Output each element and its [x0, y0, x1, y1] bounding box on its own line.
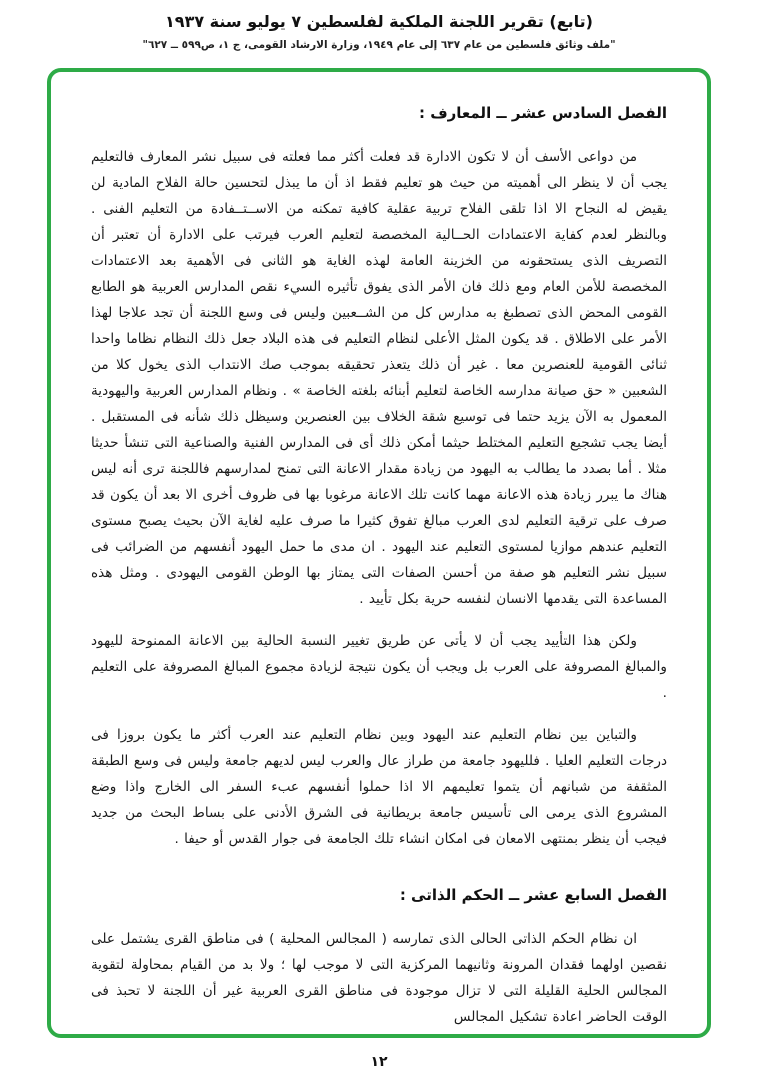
document-source-line: "ملف وثائق فلسطين من عام ٦٣٧ إلى عام ١٩٤٩، وزارة الارشاد القومى، ج ١، ص٥٩٩ ــ ٦٢٧" [142, 39, 616, 51]
content-frame [47, 68, 711, 1038]
page-number: ١٢ [370, 1054, 388, 1070]
document-title: (تابع) تقرير اللجنة الملكية لفلسطين ٧ يوليو سنة ١٩٣٧ [165, 12, 593, 31]
section-heading-chapter-17: الفصل السابع عشر ــ الحكم الذاتى : [399, 886, 667, 904]
paragraph-education-2: ولكن هذا التأييد يجب أن لا يأتى عن طريق تغيير النسبة الحالية بين الاعانة الممنوحة لليهود والمبالغ المصروفة على العرب بل ويجب أن يكون نتيجة لزيادة مجموع المبالغ المصروفة على التعليم . [91, 633, 667, 701]
section-heading-chapter-16: الفصل السادس عشر ــ المعارف : [419, 104, 667, 122]
page-header [0, 12, 758, 51]
paragraph-education-1: من دواعى الأسف أن لا تكون الادارة قد فعلت أكثر مما فعلته فى سبيل نشر المعارف فالتعليم يجب أن لا ينظر الى أهميته من حيث هو تعليم فقط اذ أن ما يبذل لتحسين حالة الفلاح المادية لن يقيض له النجاح الا اذا تلقى الفلاح تربية عقلية كافية تمكنه من الاســتــفادة من التعليم الفنى . وبالنظر لعدم كفاية الاعتمادات الحــالية المخصصة لتعليم العرب فيرتب على الادارة أن تعتبر أن التصريف الذى يستحقونه من الخزينة العامة لهذه الغاية هو الثانى فى الأهمية بعد الاعتمادات المخصصة للأمن العام ومع ذلك فان الأمر الذى يفوق تأثيره السيء نقص المدارس العربية هو الطابع القومى المحض الذى تصطبغ به مدارس كل من الشــعبين وليس فى وسع اللجنة أن تجد علاجا لهذا الأمر على الاطلاق . قد يكون المثل الأعلى لنظام التعليم فى هذه البلاد جعل ذلك النظام نظاما واحدا ثنائى القومية للعنصرين معا . غير أن ذلك يتعذر تحقيقه بموجب صك الانتداب الذى يخول كلا من الشعبين « حق صيانة مدارسه الخاصة لتعليم أبنائه بلغته الخاصة » . ونظام المدارس العربية واليهودية المعمول به الآن يزيد حتما فى توسيع شقة الخلاف بين العنصرين وسيظل ذلك شأنه فى المستقبل . أيضا يجب تشجيع التعليم المختلط حيثما أمكن ذلك أى فى المدارس الفنية والصناعية التى تنشأ حديثا مثلا . أما بصدد ما يطالب به اليهود من زيادة مقدار الاعانة التى تمنح لمدارسهم فاللجنة ترى أنه ليس هناك ما يبرر زيادة هذه الاعانة مهما كانت تلك الاعانة مرغوبا بها فى ظروف أخرى الا بعد أن يكون قد صرف على ترقية التعليم لدى العرب مبالغ تفوق كثيرا ما صرف عليه لغاية الآن بحيث يصبح مستوى التعليم عندهم موازيا لمستوى التعليم عند اليهود . ان مدى ما حمل اليهود أنفسهم من الضرائب فى سبيل نشر التعليم هو صفة من أحسن الصفات التى يمتاز بها الوطن القومى اليهودى . ومثل هذه المساعدة التى يقدمها الانسان لنفسه حرية بكل تأييد . [91, 149, 667, 607]
paragraph-self-rule-1: ان نظام الحكم الذاتى الحالى الذى تمارسه ( المجالس المحلية ) فى مناطق القرى يشتمل على نقصين اولهما فقدان المرونة وثانيهما المركزية التى لا موجب لها ؛ ولا بد من القيام بمحاولة لتقوية المجالس الحلية القليلة التى لا تزال موجودة فى مناطق القرى العربية غير أن اللجنة لا تحبذ فى الوقت الحاضر اعادة تشكيل المجالس [91, 931, 667, 1025]
paragraph-education-3: والتباين بين نظام التعليم عند اليهود وبين نظام التعليم عند العرب أكثر ما يكون بروزا فى درجات التعليم العليا . فلليهود جامعة من طراز عال والعرب ليس لديهم جامعة وليس فى وسع الطبقة المثقفة من شبانهم أن يتموا تعليمهم الا اذا حملوا أنفسهم عبء السفر الى الخارج واذا وضع المشروع الذى يرمى الى تأسيس جامعة بريطانية فى الشرق الأدنى على بساط البحث من جديد فيجب أن ينظر بمنتهى الامعان فى امكان انشاء تلك الجامعة فى جوار القدس أو حيفا . [91, 727, 667, 847]
